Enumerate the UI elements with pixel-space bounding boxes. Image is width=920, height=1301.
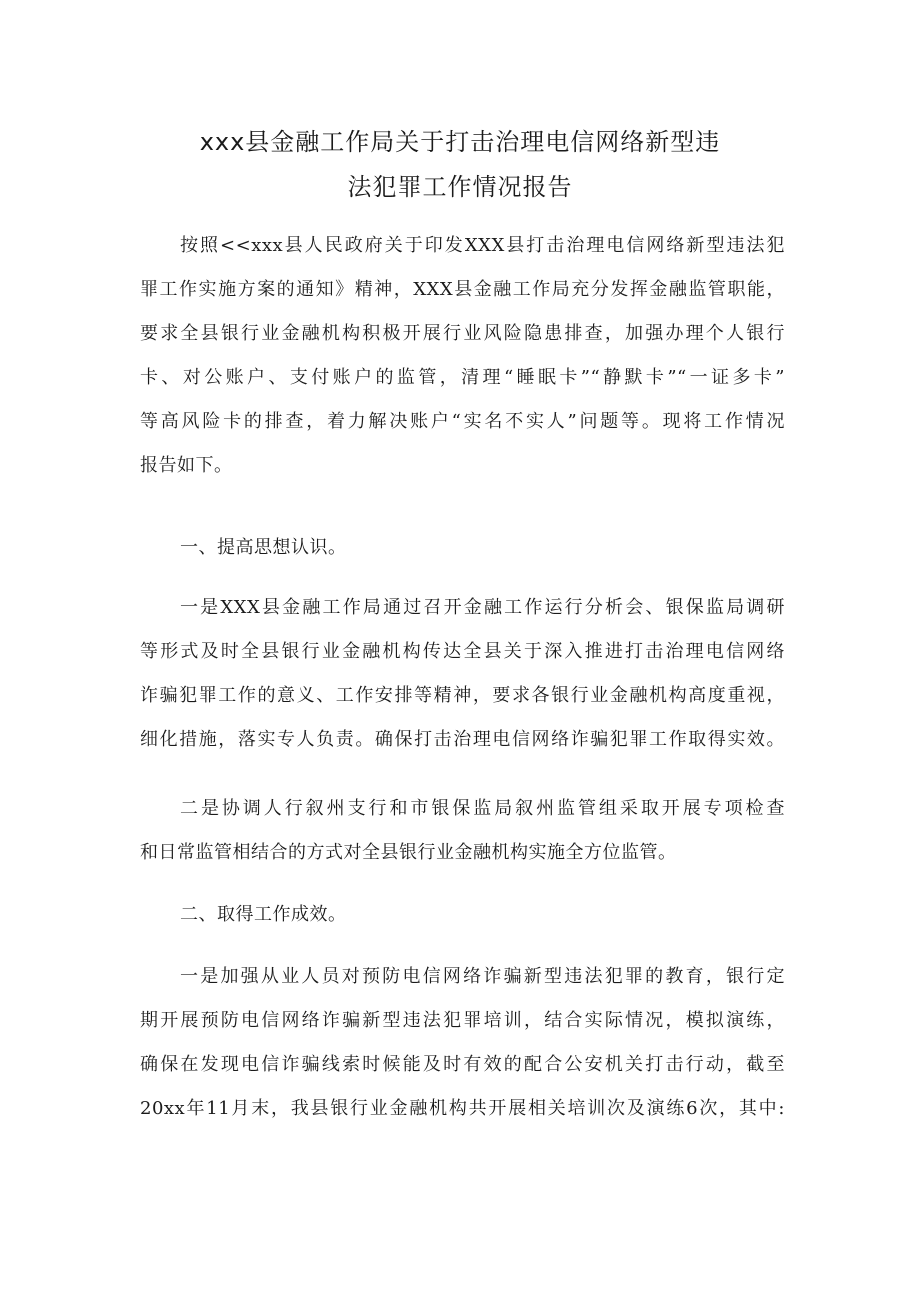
paragraph-line: 罪工作实施方案的通知》精神，XXX县金融工作局充分发挥金融监管职能， [140, 279, 785, 300]
paragraph-line: 和日常监管相结合的方式对全县银行业金融机构实施全方位监管。 [140, 842, 677, 863]
section-heading-1 [140, 526, 785, 570]
paragraph-line: 20xx年11月末，我县银行业金融机构共开展相关培训次及演练6次，其中: [140, 1098, 785, 1119]
paragraph-line: 诈骗犯罪工作的意义、工作安排等精神，要求各银行业金融机构高度重视， [140, 685, 785, 706]
paragraph-intro [140, 224, 785, 488]
paragraph-line: 等形式及时全县银行业金融机构传达全县关于深入推进打击治理电信网络 [140, 641, 785, 662]
paragraph-line: 确保在发现电信诈骗线索时候能及时有效的配合公安机关打击行动，截至 [140, 1054, 785, 1075]
paragraph-line: 报告如下。 [140, 455, 233, 476]
paragraph-line: 按照<<xxx县人民政府关于印发XXX县打击治理电信网络新型违法犯 [180, 235, 785, 256]
paragraph-results-1 [140, 955, 785, 1131]
section-heading-text: 二、取得工作成效。 [180, 904, 347, 925]
section-heading-2 [140, 893, 785, 937]
section-heading-text: 一、提高思想认识。 [180, 537, 347, 558]
paragraph-line: 卡、对公账户、支付账户的监管，清理“睡眠卡”“静默卡”“一证多卡” [140, 367, 785, 388]
paragraph-line: 一是XXX县金融工作局通过召开金融工作运行分析会、银保监局调研 [180, 597, 785, 618]
paragraph-line: 一是加强从业人员对预防电信网络诈骗新型违法犯罪的教育，银行定 [180, 966, 785, 987]
paragraph-line: 期开展预防电信网络诈骗新型违法犯罪培训，结合实际情况，模拟演练， [140, 1010, 785, 1031]
paragraph-point-1 [140, 586, 785, 762]
paragraph-line: 要求全县银行业金融机构积极开展行业风险隐患排查，加强办理个人银行 [140, 323, 785, 344]
paragraph-point-2 [140, 787, 785, 875]
paragraph-line: 二是协调人行叙州支行和市银保监局叙州监管组采取开展专项检查 [180, 798, 785, 819]
paragraph-line: 等高风险卡的排查，着力解决账户“实名不实人”问题等。现将工作情况 [140, 411, 785, 432]
document-title-line-1: xxx县金融工作局关于打击治理电信网络新型违 [199, 128, 721, 156]
paragraph-line: 细化措施，落实专人负责。确保打击治理电信网络诈骗犯罪工作取得实效。 [140, 729, 785, 750]
document-title-line-2: 法犯罪工作情况报告 [347, 173, 573, 201]
